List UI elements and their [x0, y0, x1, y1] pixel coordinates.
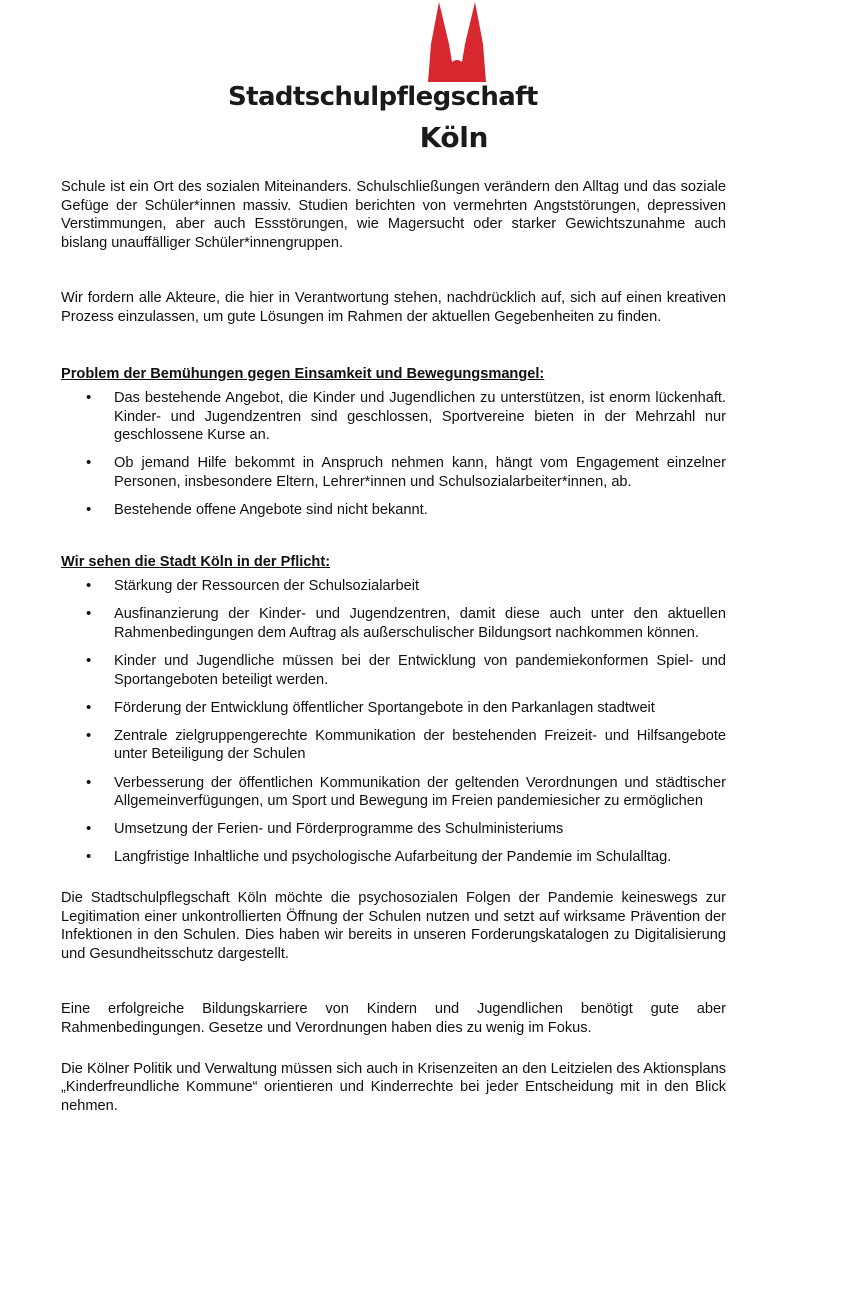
intro-paragraph: Schule ist ein Ort des sozialen Miteinanders. Schulschließungen verändern den Alltag und das soziale Gefüge der Schüler*innen massiv. Studien berichten von vermehrten Angststörungen, depressiven Verstimmungen, aber auch Essstörungen, wie Magersucht oder starker Gewichtszunahme auch bislang unauffälliger Schüler*innengruppen.: [61, 179, 726, 251]
document-body: [61, 178, 726, 1115]
list-item: • Umsetzung der Ferien- und Förderprogramme des Schulministeriums: [114, 820, 726, 839]
demands-list: [61, 577, 726, 867]
closing-paragraph: Die Stadtschulpflegschaft Köln möchte die psychosozialen Folgen der Pandemie keineswegs zur Legitimation einer unkontrollierten Öffnung der Schulen nutzen und setzt auf wirksame Prävention der Infektionen in den Schulen. Dies haben wir bereits in unseren Forderungskatalogen zu Digitalisierung und Gesundheitsschutz dargestellt.: [61, 889, 726, 962]
section-heading-problems: Problem der Bemühungen gegen Einsamkeit und Bewegungsmangel:: [61, 365, 545, 382]
list-item: • Ausfinanzierung der Kinder- und Jugendzentren, damit diese auch unter den aktuellen Rahmenbedingungen dem Auftrag als außerschulischer Bildungsort nachkommen können.: [114, 605, 726, 642]
logo-city: Köln: [419, 121, 488, 154]
list-item: • Kinder und Jugendliche müssen bei der Entwicklung von pandemiekonformen Spiel- und Sportangeboten beteiligt werden.: [114, 652, 726, 689]
list-item: • Das bestehende Angebot, die Kinder und Jugendlichen zu unterstützen, ist enorm lückenhaft. Kinder- und Jugendzentren sind geschlossen, Sportvereine bieten in der Mehrzahl nur geschlossene Kurse an.: [114, 389, 726, 445]
list-item: • Zentrale zielgruppengerechte Kommunikation der bestehenden Freizeit- und Hilfsangebote unter Beteiligung der Schulen: [114, 727, 726, 764]
appeal-paragraph: Wir fordern alle Akteure, die hier in Verantwortung stehen, nachdrücklich auf, sich auf einen kreativen Prozess einzulassen, um gute Lösungen im Rahmen der aktuellen Gegebenheiten zu finden.: [61, 290, 726, 325]
problems-list: [61, 389, 726, 520]
list-item: • Verbesserung der öffentlichen Kommunikation der geltenden Verordnungen und städtischer Allgemeinverfügungen, um Sport und Bewegung im Freien pandemiesicher zu ermöglichen: [114, 774, 726, 811]
logo: [0, 0, 849, 160]
list-item: • Bestehende offene Angebote sind nicht bekannt.: [114, 501, 726, 520]
cathedral-spires-icon: [428, 2, 486, 82]
closing-paragraph: Die Kölner Politik und Verwaltung müssen sich auch in Krisenzeiten an den Leitzielen des Aktionsplans „Kinderfreundliche Kommune“ orientieren und Kinderrechte bei jeder Entscheidung mit in den Blick nehmen.: [61, 1060, 726, 1114]
list-item: • Langfristige Inhaltliche und psychologische Aufarbeitung der Pandemie im Schulalltag.: [114, 848, 726, 867]
section-heading-demands: Wir sehen die Stadt Köln in der Pflicht:: [61, 553, 331, 570]
list-item: • Stärkung der Ressourcen der Schulsozialarbeit: [114, 577, 726, 596]
closing-paragraph: Eine erfolgreiche Bildungskarriere von Kindern und Jugendlichen benötigt gute aber Rahmenbedingungen. Gesetze und Verordnungen haben dies zu wenig im Fokus.: [61, 1001, 726, 1036]
list-item: • Förderung der Entwicklung öffentlicher Sportangebote in den Parkanlagen stadtweit: [114, 699, 726, 718]
logo-wordmark: Stadtschulpflegschaft: [228, 82, 538, 112]
list-item: • Ob jemand Hilfe bekommt in Anspruch nehmen kann, hängt vom Engagement einzelner Personen, insbesondere Eltern, Lehrer*innen und Schulsozialarbeiter*innen, ab.: [114, 454, 726, 491]
